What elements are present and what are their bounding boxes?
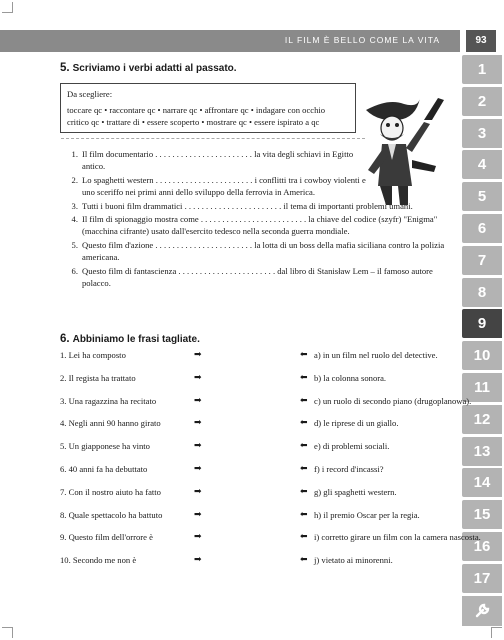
sentence-end: b) la colonna sonora.	[314, 372, 387, 383]
sentence-start: 4. Negli anni 90 hanno girato	[60, 418, 161, 429]
sentence-start: 6. 40 anni fa ha debuttato	[60, 463, 148, 474]
sentence-end: j) vietato ai minorenni.	[314, 555, 393, 566]
sentence-item	[60, 200, 450, 212]
sentence-start: 3. Una ragazzina ha recitato	[60, 395, 157, 406]
matching-row	[60, 418, 460, 441]
exercise-5-title	[60, 62, 237, 74]
sentence-start: 5. Un giapponese ha vinto	[60, 441, 150, 452]
box-text: toccare qc • raccontare qc • narrare qc • affrontare qc • indagare con occhio critico qc • trattare di • essere scoperto • mostrare qc • essere ispirato a qc	[67, 105, 326, 127]
chapter-tab-6[interactable]: 6	[462, 214, 502, 243]
chapter-tab-4[interactable]: 4	[462, 150, 502, 179]
arrow-right-icon: ➡	[194, 555, 202, 566]
sentence-start: 7. Con il nostro aiuto ha fatto	[60, 486, 161, 497]
arrow-left-icon: ⬅	[300, 372, 308, 383]
item-text: Questo film d'azione . . . . . . . . . . . . . . . . . . . . . . . la lotta di un boss della mafia siciliana contro la polizia americana.	[82, 239, 445, 263]
chapter-tab-8[interactable]: 8	[462, 278, 502, 307]
sentence-end: a) in un film nel ruolo del detective.	[314, 350, 438, 360]
crop-mark	[2, 627, 13, 638]
item-number: 3.	[71, 200, 78, 211]
item-number: 5.	[71, 239, 78, 250]
matching-row	[60, 441, 460, 464]
exercise-5-list	[60, 148, 450, 290]
matching-row	[60, 373, 460, 396]
item-text: Tutti i buoni film drammatici . . . . . . . . . . . . . . . . . . . . . . . il tema di importanti problemi umani.	[82, 200, 413, 211]
sentence-end: d) le riprese di un giallo.	[314, 418, 399, 429]
chapter-tab-13[interactable]: 13	[462, 437, 502, 466]
item-number: 1.	[71, 149, 78, 159]
chapter-tab-14[interactable]: 14	[462, 468, 502, 497]
page-number: 93	[466, 30, 496, 52]
chapter-tab-15[interactable]: 15	[462, 500, 502, 529]
arrow-right-icon: ➡	[194, 395, 202, 406]
chapter-tab-10[interactable]: 10	[462, 341, 502, 370]
exercise-number: 5.	[60, 62, 70, 74]
chapter-tab-2[interactable]: 2	[462, 87, 502, 116]
crop-mark	[2, 2, 13, 13]
exercise-title-text: Scriviamo i verbi adatti al passato.	[72, 63, 237, 74]
chapter-tab-16[interactable]: 16	[462, 532, 502, 561]
sentence-start: 2. Il regista ha trattato	[60, 372, 136, 383]
arrow-left-icon: ⬅	[300, 395, 308, 406]
box-heading: Da scegliere:	[67, 89, 113, 99]
arrow-right-icon: ➡	[194, 509, 202, 520]
sentence-item	[60, 174, 450, 199]
sentence-item	[60, 239, 450, 264]
arrow-right-icon: ➡	[194, 372, 202, 383]
arrow-left-icon: ⬅	[300, 441, 308, 452]
matching-row	[60, 487, 460, 510]
sentence-start: 8. Quale spettacolo ha battuto	[60, 509, 163, 520]
sentence-item	[60, 148, 450, 173]
arrow-right-icon: ➡	[194, 486, 202, 497]
crop-mark	[491, 627, 502, 638]
item-text: Lo spaghetti western . . . . . . . . . . . . . . . . . . . . . . . i conflitti tra i cowboy violenti e uno sceriffo nei primi anni dello sviluppo della ferrovia in America.	[82, 174, 366, 198]
matching-row	[60, 532, 481, 555]
sentence-item	[60, 213, 450, 238]
sentence-start: 9. Questo film dell'orrore è	[60, 532, 153, 543]
running-title: IL FILM È BELLO COME LA VITA	[284, 35, 440, 45]
sentence-end: g) gli spaghetti western.	[314, 486, 397, 497]
arrow-left-icon: ⬅	[300, 463, 308, 474]
arrow-right-icon: ➡	[194, 441, 202, 452]
arrow-left-icon: ⬅	[300, 418, 308, 429]
arrow-left-icon: ⬅	[300, 555, 308, 566]
exercise-6-title	[60, 333, 200, 345]
chapter-tab-11[interactable]: 11	[462, 373, 502, 402]
matching-pairs	[60, 350, 481, 578]
chapter-tab-3[interactable]: 3	[462, 119, 502, 148]
word-choice-box	[60, 83, 356, 133]
chapter-tab-17[interactable]: 17	[462, 564, 502, 593]
sentence-start: 10. Secondo me non è	[60, 555, 137, 566]
chapter-tab-7[interactable]: 7	[462, 246, 502, 275]
item-text: Il film di spionaggio mostra come . . . . . . . . . . . . . . . . . . . . . . . . . la chiave del codice (szyfr) "Enigma" (macchina cifrante) usato dall'esercito tedesco nella seconda guerra mondiale.	[82, 214, 438, 237]
chapter-tab-1[interactable]: 1	[462, 55, 502, 84]
sentence-end: i) corretto girare un film con la camera nascosta.	[314, 532, 481, 543]
item-text: Il film documentario . . . . . . . . . . . . . . . . . . . . . . . la vita degli schiavi in Egitto antico.	[82, 149, 354, 172]
chapter-tab-12[interactable]: 12	[462, 405, 502, 434]
arrow-left-icon: ⬅	[300, 486, 308, 497]
chapter-tab-9[interactable]: 9	[462, 309, 502, 338]
arrow-right-icon: ➡	[194, 532, 202, 543]
item-text: Questo film di fantascienza . . . . . . . . . . . . . . . . . . . . . . . dal libro di Stanisław Lem – il famoso autore polacco.	[82, 265, 433, 289]
arrow-left-icon: ⬅	[300, 509, 308, 520]
exercise-number: 6.	[60, 333, 70, 345]
item-number: 4.	[71, 214, 78, 225]
arrow-right-icon: ➡	[194, 418, 202, 429]
item-number: 2.	[71, 174, 78, 185]
chapter-tab-5[interactable]: 5	[462, 182, 502, 211]
arrow-right-icon: ➡	[194, 350, 202, 360]
matching-row	[60, 464, 460, 487]
sentence-end: f) i record d'incassi?	[314, 463, 384, 474]
item-number: 6.	[71, 265, 78, 276]
sentence-end: c) un ruolo di secondo piano (drugoplanowa).	[314, 395, 472, 406]
matching-row	[60, 395, 472, 419]
sentence-end: e) di problemi sociali.	[314, 441, 390, 452]
matching-row	[60, 350, 460, 373]
exercise-title-text: Abbiniamo le frasi tagliate.	[72, 334, 200, 345]
matching-row	[60, 555, 460, 578]
sentence-item	[60, 265, 450, 290]
matching-row	[60, 510, 460, 533]
arrow-right-icon: ➡	[194, 463, 202, 474]
sentence-end: h) il premio Oscar per la regia.	[314, 509, 420, 520]
arrow-left-icon: ⬅	[300, 532, 308, 543]
sentence-start: 1. Lei ha composto	[60, 350, 126, 360]
arrow-left-icon: ⬅	[300, 350, 308, 360]
wrench-icon[interactable]	[462, 596, 502, 626]
